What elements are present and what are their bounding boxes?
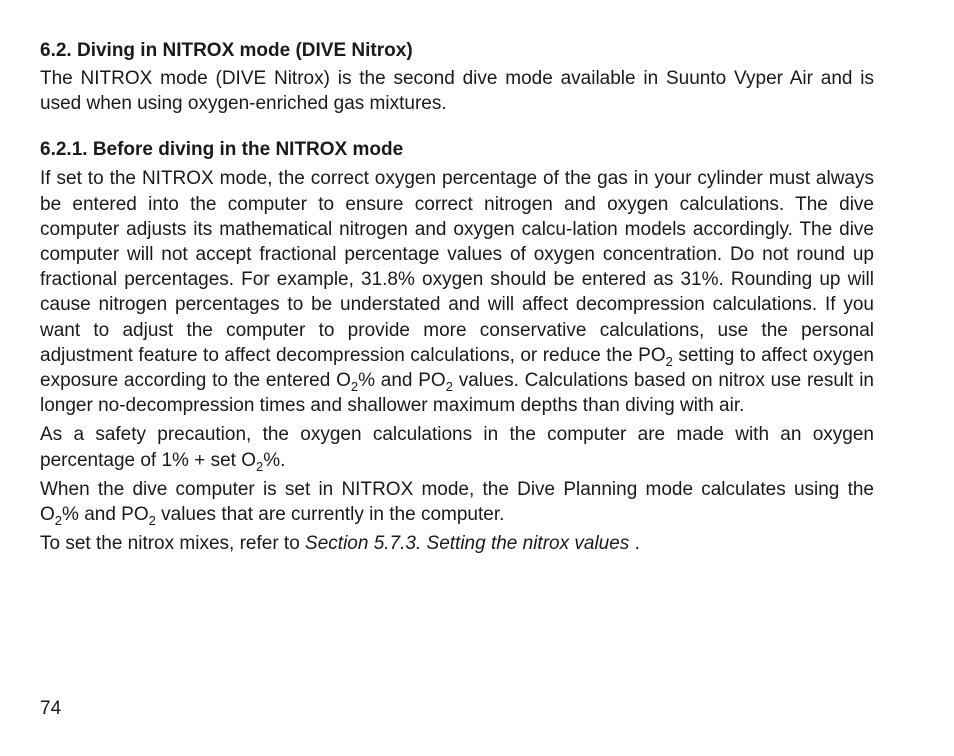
text-run: values. Calculations based on nitrox use result in longer no-decompression times and shallower maximum depths than diving with air. <box>40 370 874 417</box>
subscript: 2 <box>148 513 156 529</box>
subscript: 2 <box>350 379 359 395</box>
document-page <box>40 38 874 556</box>
page-number: 74 <box>40 698 62 719</box>
section-intro-paragraph: The NITROX mode (DIVE Nitrox) is the second dive mode available in Suunto Vyper Air and is used when using oxygen-enriched gas mixtures. <box>40 68 874 115</box>
set-nitrox-mix-paragraph <box>40 531 874 556</box>
text-run: %. <box>263 449 286 471</box>
subscript: 2 <box>256 458 264 474</box>
section-title: 6.2. Diving in NITROX mode (DIVE Nitrox) <box>40 40 413 61</box>
subsection-title: 6.2.1. Before diving in the NITROX mode <box>40 139 404 161</box>
section-reference-link[interactable]: Section 5.7.3. Setting the nitrox values <box>305 533 630 555</box>
text-run: . <box>629 533 640 555</box>
text-run: When the dive computer is set in NITROX mode, the Dive Planning mode calculates using the O <box>40 478 874 526</box>
text-run: % and PO <box>358 370 446 392</box>
nitrox-setup-paragraph <box>40 166 874 418</box>
text-run: values that are currently in the computer. <box>155 504 505 526</box>
subscript: 2 <box>54 513 63 529</box>
text-run: To set the nitrox mixes, refer to <box>40 533 306 555</box>
subscript: 2 <box>665 353 673 369</box>
text-run: % and PO <box>62 504 149 526</box>
text-run: If set to the NITROX mode, the correct oxygen percentage of the gas in your cylinder must always be entered into the computer to ensure correct nitrogen and oxygen calculations. The dive computer adjusts its mathematical nitrogen and oxygen calcu-lation models accordingly. The dive computer will not accept fractional percentage values of oxygen concentration. Do not round up fractional percentages. For example, 31.8% oxygen should be entered as 31%. Rounding up will cause nitrogen percentages to be understated and will affect decompression calculations. If you want to adjust the computer to provide more conservative calculations, use the personal adjustment feature to affect decompression calculations, or reduce the PO <box>40 168 874 366</box>
subscript: 2 <box>445 379 453 395</box>
safety-precaution-paragraph <box>40 422 874 472</box>
dive-planning-paragraph <box>40 477 874 527</box>
text-run: As a safety precaution, the oxygen calculations in the computer are made with an oxygen percentage of 1% + set O <box>40 424 874 471</box>
text-run: setting to affect oxygen exposure according to the entered O <box>40 344 874 392</box>
